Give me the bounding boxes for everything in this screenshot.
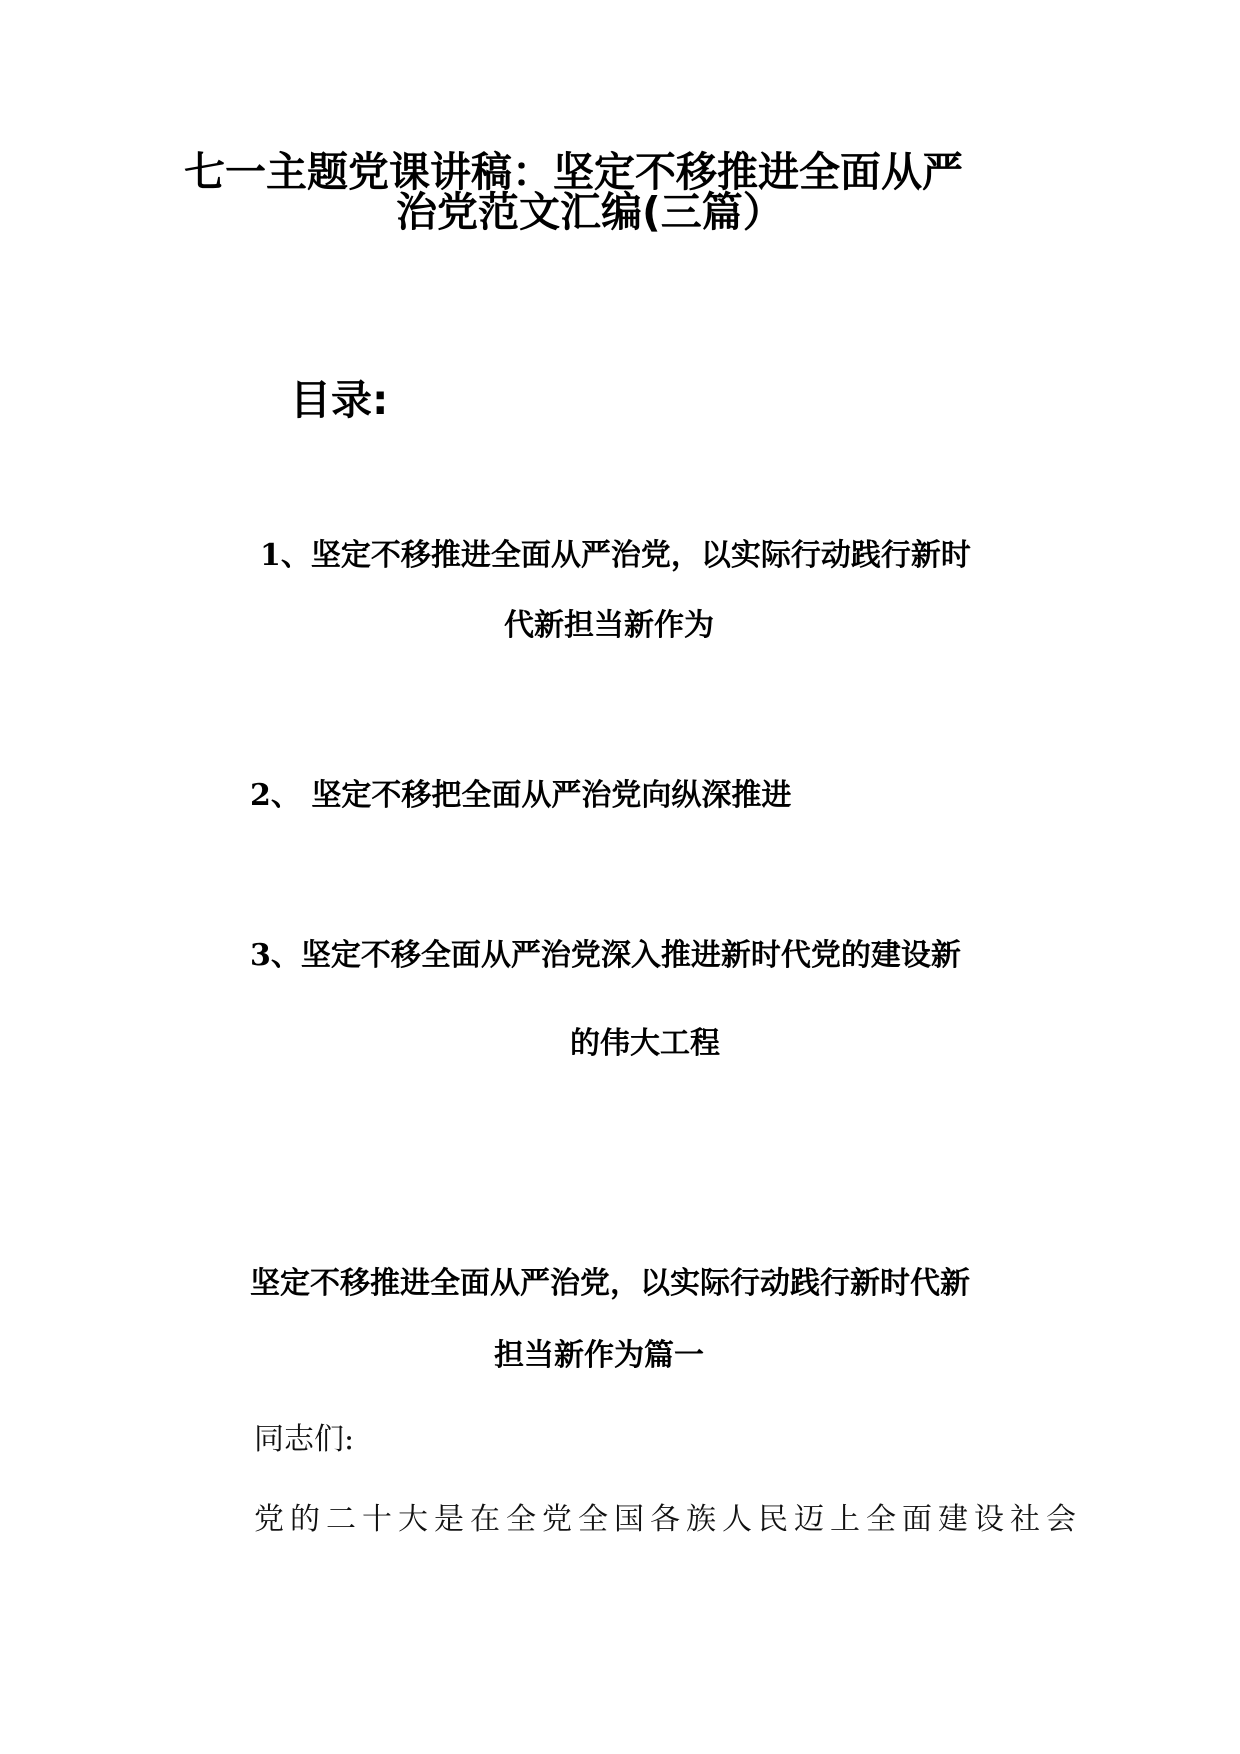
- toc-item-2: 2、 坚定不移把全面从严治党向纵深推进: [250, 778, 792, 813]
- toc-item-3-line-1: 3、坚定不移全面从严治党深入推进新时代党的建设新: [250, 938, 961, 973]
- toc-item-1-line-1: 1、坚定不移推进全面从严治党，以实际行动践行新时: [260, 538, 971, 573]
- body-paragraph-start: 党的二十大是在全党全国各族人民迈上全面建设社会: [254, 1502, 1082, 1537]
- section-title-line-2: 担当新作为篇一: [494, 1338, 704, 1373]
- section-title-line-1: 坚定不移推进全面从严治党，以实际行动践行新时代新: [250, 1266, 970, 1301]
- document-title-line-2: 治党范文汇编(三篇）: [396, 188, 784, 236]
- toc-item-3-line-2: 的伟大工程: [570, 1026, 720, 1061]
- toc-heading: 目录:: [290, 376, 389, 424]
- toc-item-1-line-2: 代新担当新作为: [504, 608, 714, 643]
- salutation: 同志们:: [254, 1422, 355, 1457]
- document-title-line-1: 七一主题党课讲稿：坚定不移推进全面从严: [184, 148, 963, 196]
